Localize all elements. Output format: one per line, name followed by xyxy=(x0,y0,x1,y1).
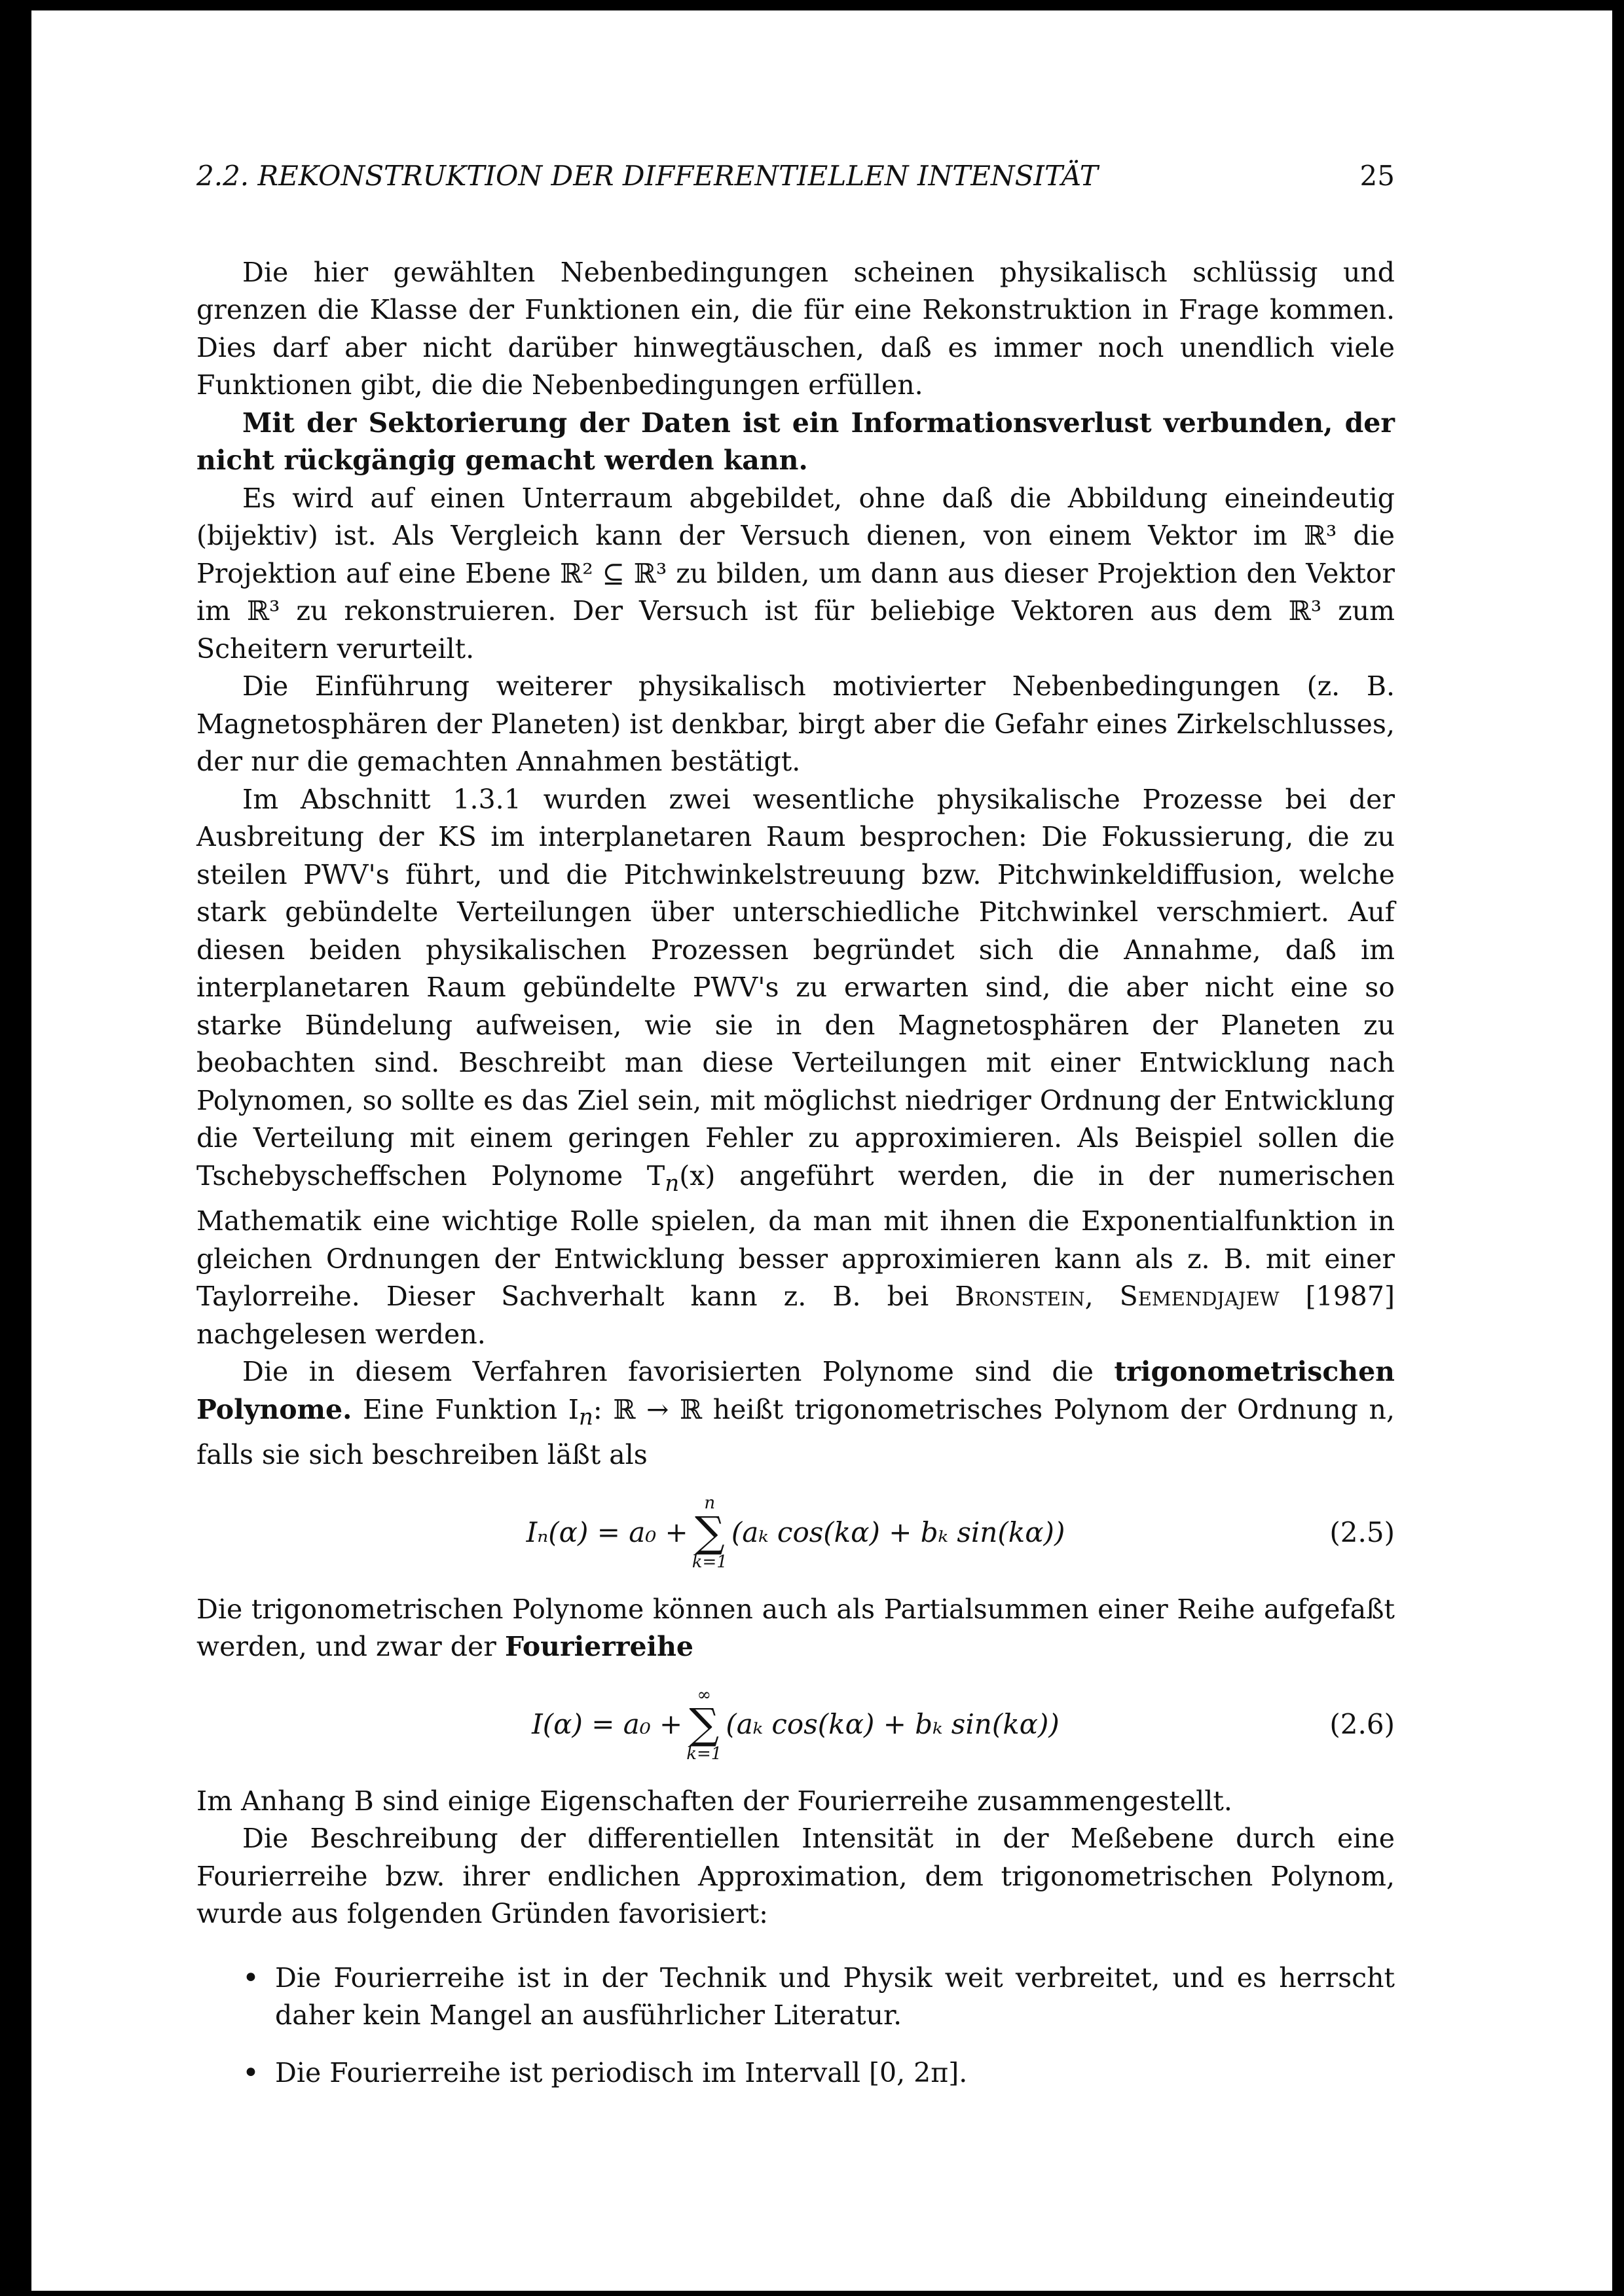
paragraph-3: Es wird auf einen Unterraum abgebildet, ohne daß die Abbildung eineindeutig (bijektiv) ist. Als Vergleich kann der Versuch dienen, von einem Vektor im ℝ³ die Projektion auf eine Ebene ℝ² ⊆ ℝ³ zu bilden, um dann aus dieser Projektion den Vektor im ℝ³ zu rekonstruieren. Der Versuch ist für beliebige Vektoren aus dem ℝ³ zum Scheitern verurteilt. xyxy=(196,482,1395,665)
equation-2-5 xyxy=(196,1484,1395,1582)
equation-2-6 xyxy=(196,1675,1395,1774)
paragraph-4: Die Einführung weiterer physikalisch motivierter Nebenbedingungen (z. B. Magnetosphären der Planeten) ist denkbar, birgt aber die Gefahr eines Zirkelschlusses, der nur die gemachten Annahmen bestätigt. xyxy=(196,670,1395,777)
scan-border-bottom xyxy=(0,2291,1624,2296)
paragraph-6-text-b: Eine Funktion I xyxy=(363,1393,579,1425)
paragraph-5-text-c: [1987] nachgelesen werden. xyxy=(196,1281,1395,1350)
section-title: 2.2. REKONSTRUKTION DER DIFFERENTIELLEN INTENSITÄT xyxy=(196,160,1098,192)
scan-border-top xyxy=(0,0,1624,10)
list-item: • Die Fourierreihe ist in der Technik und Physik weit verbreitet, und es herrscht daher kein Mangel an ausführlicher Literatur. xyxy=(242,1959,1395,2035)
paragraph-7-text: Die trigonometrischen Polynome können auch als Partialsummen einer Reihe aufgefaßt werden, und zwar der xyxy=(196,1593,1395,1663)
reasons-list xyxy=(196,1959,1395,2092)
paragraph-6-text-c: : ℝ → ℝ heißt trigonometrisches Polynom der Ordnung n, falls sie sich beschreiben läßt als xyxy=(196,1393,1395,1471)
equation-2-5-body: (aₖ cos(kα) + bₖ sin(kα)) xyxy=(731,1516,1065,1549)
sum-lower-limit: k=1 xyxy=(692,1552,728,1572)
scan-border-right xyxy=(1612,0,1624,2296)
equation-2-6-body: (aₖ cos(kα) + bₖ sin(kα)) xyxy=(726,1708,1060,1741)
running-header xyxy=(196,157,1395,195)
summation-sign: n ∑ k=1 xyxy=(692,1493,728,1572)
sum-upper-limit: n xyxy=(704,1493,716,1513)
sum-upper-limit: ∞ xyxy=(697,1685,712,1705)
page-body xyxy=(196,157,1395,2111)
page-number: 25 xyxy=(1359,160,1395,192)
paragraph-8: Im Anhang B sind einige Eigenschaften der Fourierreihe zusammengestellt. xyxy=(196,1785,1232,1817)
equation-number: (2.6) xyxy=(1329,1708,1395,1741)
list-item: • Die Fourierreihe ist periodisch im Intervall [0, 2π]. xyxy=(242,2054,1395,2092)
term-fourier-series: Fourierreihe xyxy=(504,1631,694,1663)
paragraph-5-text-a: Im Abschnitt 1.3.1 wurden zwei wesentliche physikalische Prozesse bei der Ausbreitung der KS im interplanetaren Raum besprochen: Die Fokussierung, die zu steilen PWV's führt, und die Pitchwinkelstreuung bzw. Pitchwinkeldiffusion, welche stark gebündelte Verteilungen über unterschiedliche Pitchwinkel verschmiert. Auf diesen beiden physikalischen Prozessen begründet sich die Annahme, daß im interplanetaren Raum gebündelte PWV's zu erwarten sind, die aber nicht eine so starke Bündelung aufweisen, wie sie in den Magnetosphären der Planeten zu beobachten sind. Beschreibt man diese Verteilungen mit einer Entwicklung nach Polynomen, so sollte es das Ziel sein, mit möglichst niedriger Ordnung der Entwicklung die Verteilung mit einem geringen Fehler zu approximieren. Als Beispiel sollen die Tschebyscheffschen Polynome T xyxy=(196,783,1395,1192)
paragraph-6: Die in diesem Verfahren favorisierten Polynome sind die trigonometrischen Polynome. Eine Funktion $I_n$: ℝ → ℝ heißt trigonometrisches Polynom der Ordnung n, falls sie sich beschreiben läßt als xyxy=(196,1356,1395,1471)
equation-2-5-lhs: Iₙ(α) = a₀ + xyxy=(526,1516,688,1549)
sum-lower-limit: k=1 xyxy=(686,1743,722,1764)
paragraph-bold-statement: Mit der Sektorierung der Daten ist ein Informationsverlust verbunden, der nicht rückgängig gemacht werden kann. xyxy=(196,407,1395,476)
summation-sign: ∞ ∑ k=1 xyxy=(686,1685,722,1764)
paragraph-9: Die Beschreibung der differentiellen Intensität in der Meßebene durch eine Fourierreihe bzw. ihrer endlichen Approximation, dem trigonometrischen Polynom, wurde aus folgenden Gründen favorisiert: xyxy=(196,1823,1395,1930)
paragraph-5-text-b: (x) angeführt werden, die in der numerischen Mathematik eine wichtige Rolle spielen, da man mit ihnen die Exponentialfunktion in gleichen Ordnungen der Entwicklung besser approximieren kann als z. B. mit einer Taylorreihe. Dieser Sachverhalt kann z. B. bei xyxy=(196,1159,1395,1313)
paragraph-6-text-a: Die in diesem Verfahren favorisierten Polynome sind die xyxy=(242,1356,1094,1388)
paragraph-7 xyxy=(196,1591,1395,1666)
scan-border-left xyxy=(0,0,31,2296)
paragraph-5: Im Abschnitt 1.3.1 wurden zwei wesentliche physikalische Prozesse bei der Ausbreitung der KS im interplanetaren Raum besprochen: Die Fokussierung, die zu steilen PWV's führt, und die Pitchwinkelstreuung bzw. Pitchwinkeldiffusion, welche stark gebündelte Verteilungen über unterschiedliche Pitchwinkel verschmiert. Auf diesen beiden physikalischen Prozessen begründet sich die Annahme, daß im interplanetaren Raum gebündelte PWV's zu erwarten sind, die aber nicht eine so starke Bündelung aufweisen, wie sie in den Magnetosphären der Planeten zu beobachten sind. Beschreibt man diese Verteilungen mit einer Entwicklung nach Polynomen, so sollte es das Ziel sein, mit möglichst niedriger Ordnung der Entwicklung die Verteilung mit einem geringen Fehler zu approximieren. Als Beispiel sollen die Tschebyscheffschen Polynome $T_n(x)$ angeführt werden, die in der numerischen Mathematik eine wichtige Rolle spielen, da man mit ihnen die Exponentialfunktion in gleichen Ordnungen der Entwicklung besser approximieren kann als z. B. mit einer Taylorreihe. Dieser Sachverhalt kann z. B. bei Bronstein, Semendjajew [1987] nachgelesen werden. xyxy=(196,783,1395,1350)
paragraph-1: Die hier gewählten Nebenbedingungen scheinen physikalisch schlüssig und grenzen die Klasse der Funktionen ein, die für eine Rekonstruktion in Frage kommen. Dies darf aber nicht darüber hinwegtäuschen, daß es immer noch unendlich viele Funktionen gibt, die die Nebenbedingungen erfüllen. xyxy=(196,256,1395,401)
equation-2-6-lhs: I(α) = a₀ + xyxy=(532,1708,683,1741)
citation-authors: Bronstein, Semendjajew xyxy=(955,1281,1280,1313)
equation-number: (2.5) xyxy=(1329,1516,1395,1549)
term-trigonometric-polynomials: trigonometrischen Polynome. xyxy=(196,1356,1395,1425)
